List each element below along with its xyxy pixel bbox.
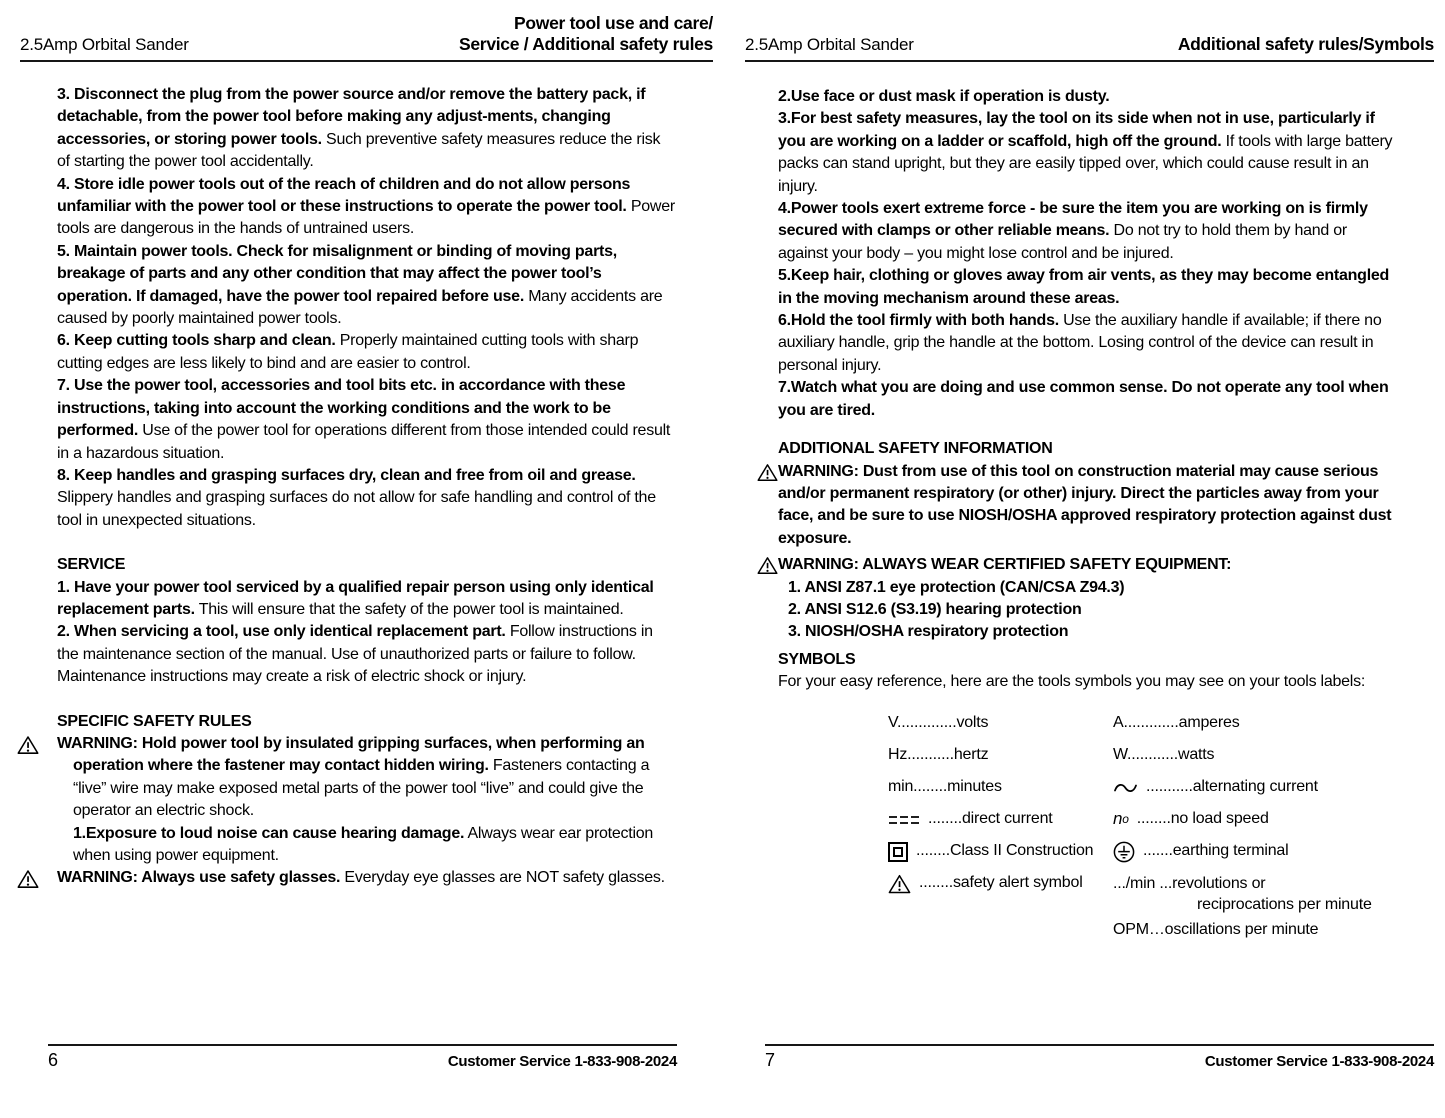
safety-rule-paragraph: 3. Disconnect the plug from the power source and/or remove the battery pack, if detachable, from the power tool before making any adjust-ments, changing accessories, or storing power tools. Such preventive safety measures reduce the risk of starting the power tool accidentally. [57, 86, 661, 171]
page-header [745, 0, 1434, 62]
page-footer [48, 1044, 677, 1071]
manual-page-6 [20, 0, 713, 1118]
safety-rule-paragraph: 4. Store idle power tools out of the reach of children and do not allow persons unfamiliar with the power tool or these instructions to operate the power tool. Power tools are dangerous in the hands of untrained users. [57, 175, 675, 238]
symbol-row-hertz: Hz...........hertz [888, 746, 989, 764]
specific-safety-rules-heading: SPECIFIC SAFETY RULES [57, 712, 252, 730]
symbol-row-earthing-terminal: .......earthing terminal [1113, 836, 1372, 868]
service-paragraph: 2. When servicing a tool, use only identical replacement part. Follow instructions in the maintenance section of the manual. Use of unauthorized parts or failure to follow. Maintenance instructions may create a risk of electric shock or injury. [57, 623, 653, 686]
section-title-line2: Service / Additional safety rules [459, 34, 713, 54]
product-name: 2.5Amp Orbital Sander [20, 35, 189, 54]
symbol-row-revolutions: .../min ...revolutions or reciprocations per minute [1113, 874, 1372, 913]
additional-safety-block [778, 461, 1398, 644]
safety-rule-paragraph: 8. Keep handles and grasping surfaces dry, clean and free from oil and grease. Slippery handles and grasping surfaces do not allow for safe handling and control of the tool in unexpected situations. [57, 466, 656, 529]
page-number: 7 [765, 1050, 776, 1070]
product-name: 2.5Amp Orbital Sander [745, 35, 914, 54]
dc-icon [888, 814, 920, 826]
safety-rule-paragraph: 2.Use face or dust mask if operation is dusty. [778, 88, 1110, 105]
customer-service-phone: Customer Service 1-833-908-2024 [1204, 1053, 1434, 1070]
warning-triangle-icon [33, 869, 55, 889]
page-body [778, 86, 1398, 947]
equipment-item: 2. ANSI S12.6 (S3.19) hearing protection [788, 600, 1082, 618]
warning-triangle-icon [757, 556, 779, 576]
no-load-speed-icon: n o [1113, 809, 1129, 829]
manual-page-7 [745, 0, 1434, 1118]
equipment-item: 3. NIOSH/OSHA respiratory protection [788, 623, 1069, 641]
safety-rule-paragraph: 4.Power tools exert extreme force - be sure the item you are working on is firmly secured with clamps or other reliable means. Do not try to hold them by hand or against your body – you might lose control and be injured. [778, 200, 1368, 262]
symbol-row-watts: W............watts [1113, 746, 1215, 764]
warning-triangle-icon [33, 735, 55, 755]
symbols-table [888, 708, 1398, 947]
safety-rule-paragraph: 5.Keep hair, clothing or gloves away from air vents, as they may become entangled in the moving mechanism around these areas. [778, 267, 1390, 307]
class-ii-icon [888, 842, 908, 862]
warning-paragraph: WARNING: Always use safety glasses. Everyday eye glasses are NOT safety glasses. [73, 867, 677, 889]
customer-service-phone: Customer Service 1-833-908-2024 [447, 1053, 677, 1070]
warning-triangle-icon [757, 463, 779, 483]
symbol-row-volts: V..............volts [888, 714, 989, 732]
safety-rule-paragraph: 3.For best safety measures, lay the tool on its side when not in use, particularly if you are working on a ladder or scaffold, high off the ground. If tools with large battery packs can stand upright, but they are easily tipped over, which could cause result in an injury. [778, 110, 1393, 195]
section-title-line1: Additional safety rules/Symbols [1177, 34, 1434, 54]
symbol-row-minutes: min........minutes [888, 778, 1002, 796]
equipment-item: 1. ANSI Z87.1 eye protection (CAN/CSA Z94.3) [788, 578, 1125, 596]
ac-icon [1113, 781, 1138, 795]
service-heading: SERVICE [57, 556, 126, 574]
page-footer [765, 1044, 1434, 1071]
additional-safety-heading: ADDITIONAL SAFETY INFORMATION [778, 440, 1053, 458]
section-title-line1: Power tool use and care/ [514, 13, 713, 33]
page-number: 6 [48, 1050, 59, 1070]
page-header [20, 0, 713, 62]
earthing-terminal-icon [1113, 841, 1135, 863]
certified-equipment-list [778, 577, 1398, 644]
symbol-row-no-load-speed: n o ........no load speed [1113, 804, 1372, 836]
warning-paragraph: WARNING: Dust from use of this tool on construction material may cause serious and/or permanent respiratory (or other) injury. Direct the particles away from your face, and be sure to use NIOSH/OSHA approved respiratory protection against dust exposure. [778, 461, 1398, 551]
warning-paragraph: WARNING: ALWAYS WEAR CERTIFIED SAFETY EQUIPMENT: [778, 554, 1398, 576]
symbols-intro: For your easy reference, here are the tools symbols you may see on your tools labels: [778, 673, 1366, 691]
safety-rule-paragraph: 7.Watch what you are doing and use common sense. Do not operate any tool when you are tired. [778, 379, 1389, 419]
safety-alert-icon [888, 874, 911, 894]
section-title [459, 13, 713, 55]
symbol-row-amperes: A.............amperes [1113, 714, 1240, 732]
page-body [57, 84, 677, 890]
service-paragraph: 1. Have your power tool serviced by a qualified repair person using only identical replacement parts. This will ensure that the safety of the power tool is maintained. [57, 578, 654, 618]
symbol-row-class-ii: ........Class II Construction [888, 836, 1113, 868]
symbols-column-left [888, 708, 1113, 900]
symbol-row-safety-alert: ........safety alert symbol [888, 868, 1113, 900]
safety-rule-paragraph: 6.Hold the tool firmly with both hands. Use the auxiliary handle if available; if there no auxiliary handle, grip the handle at the bottom. Losing control of the device can result in personal injury. [778, 312, 1382, 374]
section-title [1178, 34, 1434, 55]
safety-rule-paragraph: 1.Exposure to loud noise can cause hearing damage. Always wear ear protection when using power equipment. [73, 824, 654, 864]
symbol-row-opm: OPM…oscillations per minute [1113, 921, 1319, 939]
symbol-row-direct-current: ........direct current [888, 804, 1113, 836]
safety-rule-paragraph: 7. Use the power tool, accessories and tool bits etc. in accordance with these instructions, taking into account the working conditions and the work to be performed. Use of the power tool for operations different from those intended could result in a hazardous situation. [57, 377, 671, 462]
warning-paragraph: WARNING: Hold power tool by insulated gripping surfaces, when performing an operation where the fastener may contact hidden wiring. Fasteners contacting a “live” wire may make exposed metal parts of the power tool “live” and could give the operator an electric shock. [73, 733, 677, 823]
symbol-row-alternating-current: ...........alternating current [1113, 772, 1372, 804]
symbols-column-right [1113, 708, 1372, 947]
symbols-heading: SYMBOLS [778, 650, 856, 668]
safety-rule-paragraph: 6. Keep cutting tools sharp and clean. Properly maintained cutting tools with sharp cutting edges are less likely to bind and are easier to control. [57, 332, 639, 372]
safety-rule-paragraph: 5. Maintain power tools. Check for misalignment or binding of moving parts, breakage of parts and any other condition that may affect the power tool’s operation. If damaged, have the power tool repaired before use. Many accidents are caused by poorly maintained power tools. [57, 242, 663, 328]
specific-safety-rules-block [57, 733, 677, 890]
